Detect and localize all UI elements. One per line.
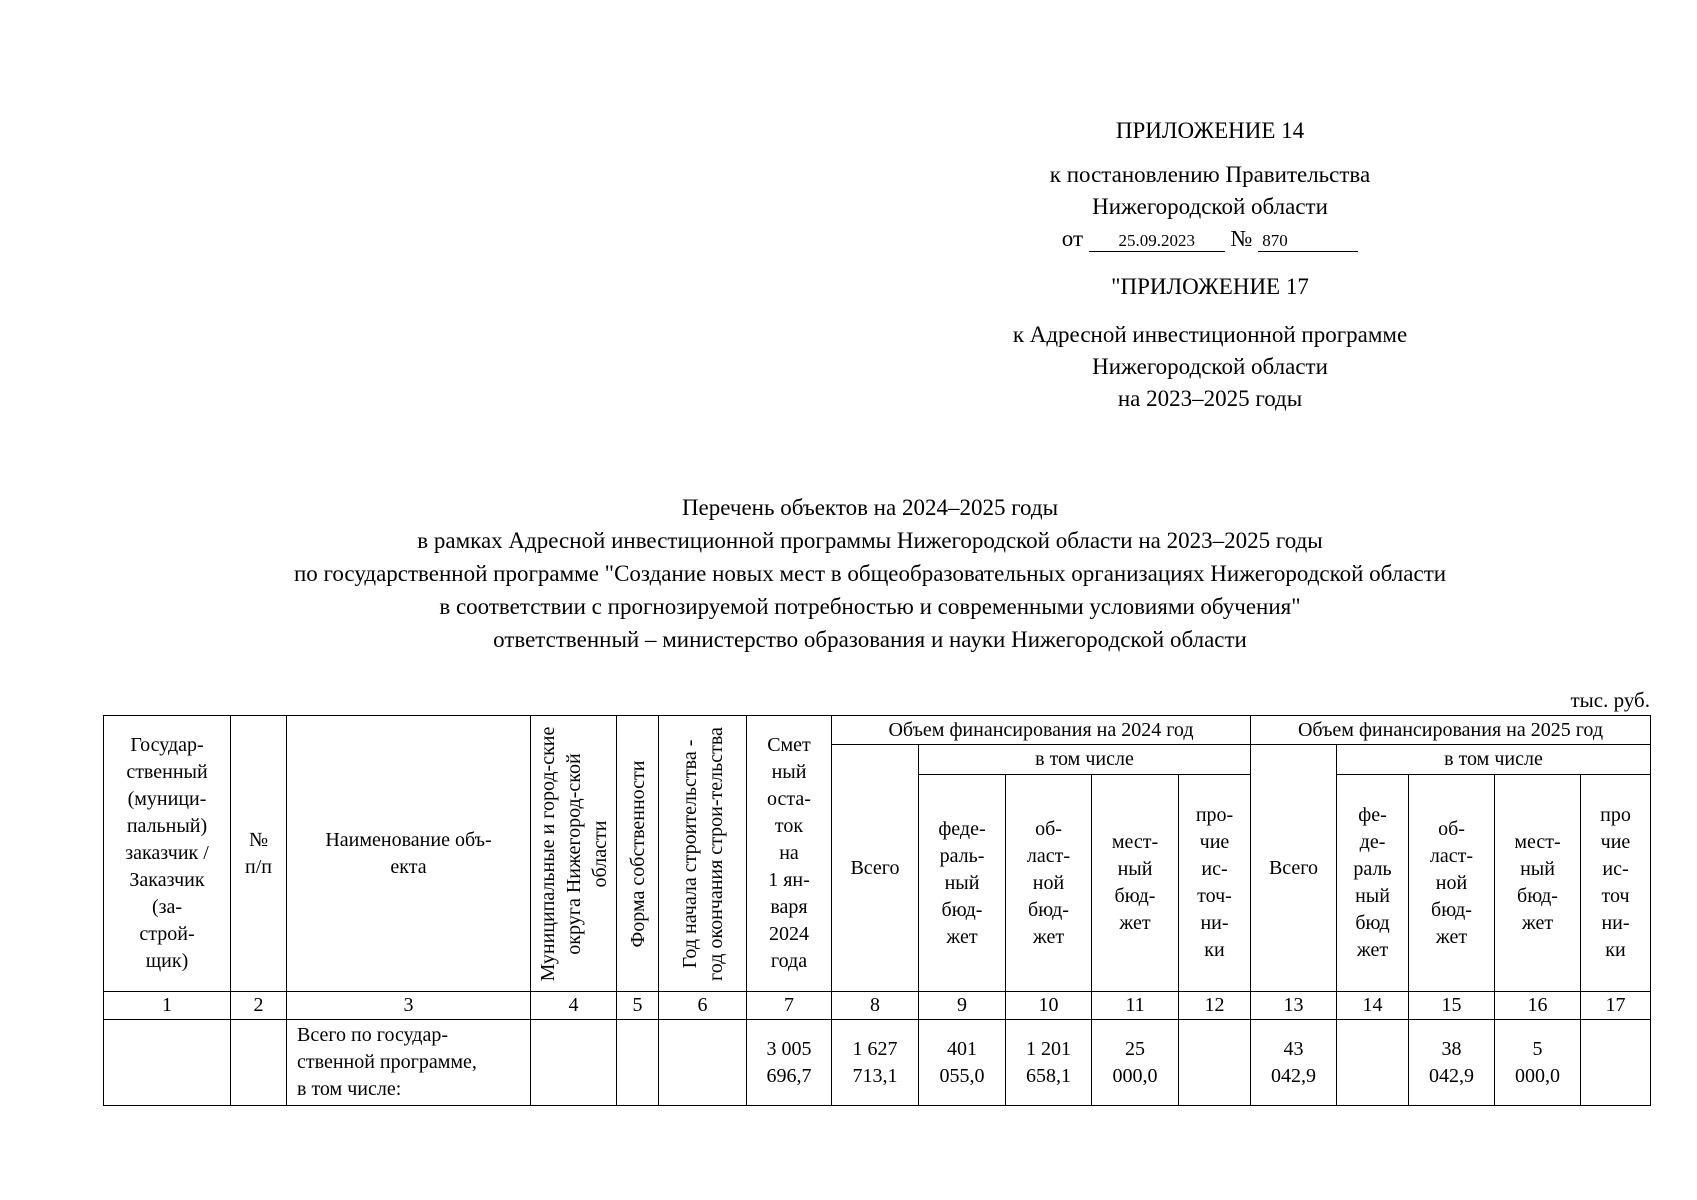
text-line: 696,7: [766, 1064, 812, 1087]
text-line: Смет: [767, 734, 811, 756]
cell-years: [659, 1020, 747, 1106]
column-number: 2: [231, 992, 287, 1020]
text-line: про: [1600, 804, 1631, 826]
column-number: 16: [1495, 992, 1581, 1020]
text-line: ласт-: [1429, 844, 1474, 867]
column-numbers-row: [104, 992, 1651, 1020]
text-line: бюд-: [941, 898, 983, 921]
column-number: 15: [1409, 992, 1495, 1020]
text-line: мест-: [1514, 831, 1561, 853]
text-line: пальный): [126, 815, 208, 837]
text-line: 042,9: [1271, 1064, 1316, 1087]
text-line: 401: [947, 1037, 977, 1060]
header-customer-text: [104, 732, 230, 975]
text-line: фе-: [1358, 804, 1387, 826]
header-local-2024: [1092, 775, 1179, 992]
column-number: 10: [1006, 992, 1092, 1020]
text-line: екта: [390, 855, 427, 878]
cell-program-total-label: [287, 1020, 531, 1106]
text-line: 2024: [769, 923, 809, 945]
header-ownership: Форма собственности: [617, 716, 659, 992]
text-line: п/п: [245, 855, 272, 878]
heading-line4: в соответствии с прогнозируемой потребностью и современными условиями обучения": [439, 594, 1301, 619]
cell-total-2024: [832, 1020, 919, 1106]
header-total-2024: Всего: [832, 745, 919, 992]
text-line: №: [248, 828, 269, 851]
cell-total-2025: [1251, 1020, 1337, 1106]
text-line: об-: [1035, 817, 1062, 840]
column-number: 7: [747, 992, 832, 1020]
text-line: 3 005: [766, 1037, 812, 1060]
text-line: ственной программе,: [297, 1051, 477, 1073]
column-number: 13: [1251, 992, 1337, 1020]
text-line: в том числе:: [297, 1078, 402, 1100]
text-line: бюд-: [1028, 898, 1069, 921]
text-line: бюд-: [1431, 898, 1472, 921]
header-total-2025: Всего: [1251, 745, 1337, 992]
text-line: на: [779, 842, 799, 864]
text-line: 000,0: [1112, 1064, 1158, 1087]
cell-municipality: [531, 1020, 617, 1106]
inner-appendix-title: "ПРИЛОЖЕНИЕ 17: [1111, 274, 1309, 299]
header-number: [231, 716, 287, 992]
header-regional-2025: [1409, 775, 1495, 992]
text-line: Государ-: [130, 734, 204, 756]
text-line: строй-: [139, 923, 195, 945]
appendix-block: [960, 115, 1460, 415]
text-line: оста-: [767, 788, 811, 810]
text-line: 1 627: [852, 1037, 898, 1060]
header-construction-years: Год начала строительства - год окончания строи-тельства: [659, 716, 747, 992]
text-line: феде-: [938, 817, 986, 840]
text-line: щик): [145, 950, 189, 972]
text-line: (за-: [151, 896, 183, 918]
column-number: 11: [1092, 992, 1179, 1020]
text-line: заказчик /: [125, 842, 209, 864]
inner-appendix-line2: Нижегородской области: [1092, 354, 1328, 379]
column-number: 9: [919, 992, 1006, 1020]
text-line: жет: [1521, 912, 1554, 934]
number-label: №: [1230, 226, 1253, 251]
text-line: варя: [770, 896, 808, 918]
text-line: 713,1: [852, 1064, 898, 1087]
header-financing-2024: Объем финансирования на 2024 год: [832, 716, 1251, 745]
document-heading: [100, 491, 1640, 656]
column-number: 4: [531, 992, 617, 1020]
inner-appendix-line1: к Адресной инвестиционной программе: [1012, 322, 1408, 347]
cell-other-2024: [1179, 1020, 1251, 1106]
header-other-2025: [1581, 775, 1651, 992]
header-federal-2024: [919, 775, 1006, 992]
cell-estimated-balance: [747, 1020, 832, 1106]
text-line: жет: [1356, 939, 1389, 961]
header-object-name: [287, 716, 531, 992]
from-label: от: [1061, 226, 1084, 251]
text-line: про-: [1195, 804, 1234, 826]
text-line: ис-: [1201, 858, 1228, 880]
heading-line1: Перечень объектов на 2024–2025 годы: [681, 495, 1059, 520]
text-line: ной: [1435, 871, 1468, 894]
cell-federal-2024: [919, 1020, 1006, 1106]
header-municipality: Муниципальные и город-ские округа Нижегород-ской области: [531, 716, 617, 992]
text-line: ток: [774, 815, 804, 837]
text-line: жет: [1032, 925, 1065, 948]
decree-number: 870: [1258, 231, 1358, 252]
text-line: де-: [1359, 831, 1386, 853]
table-row: [104, 1020, 1651, 1106]
cell-customer: [104, 1020, 231, 1106]
text-line: чие: [1199, 831, 1230, 853]
text-line: 43: [1283, 1037, 1304, 1060]
text-line: ни-: [1601, 912, 1630, 934]
text-line: раль-: [939, 844, 985, 867]
text-line: ласт-: [1026, 844, 1071, 867]
text-line: ни-: [1200, 912, 1229, 934]
text-line: 5: [1532, 1037, 1543, 1060]
text-line: ный: [1520, 858, 1555, 880]
cell-federal-2025: [1337, 1020, 1409, 1106]
text-line: Заказчик: [129, 869, 205, 891]
column-number: 1: [104, 992, 231, 1020]
appendix-title: ПРИЛОЖЕНИЕ 14: [1115, 118, 1305, 143]
column-number: 17: [1581, 992, 1651, 1020]
text-line: жет: [1119, 912, 1151, 934]
text-line: жет: [946, 925, 978, 948]
header-customer: [104, 716, 231, 992]
text-line: бюд-: [1114, 885, 1156, 907]
cell-ownership: [617, 1020, 659, 1106]
cell-regional-2025: [1409, 1020, 1495, 1106]
header-local-2025: [1495, 775, 1581, 992]
text-line: ный: [771, 761, 807, 783]
text-line: 38: [1441, 1037, 1462, 1060]
header-other-2024: [1179, 775, 1251, 992]
header-including-2024: в том числе: [919, 745, 1251, 775]
header-estimated-balance: [747, 716, 832, 992]
text-line: бюд: [1355, 912, 1390, 934]
cell-local-2025: [1495, 1020, 1581, 1106]
column-number: 3: [287, 992, 531, 1020]
cell-number: [231, 1020, 287, 1106]
text-line: ки: [1605, 939, 1626, 961]
column-number: 12: [1179, 992, 1251, 1020]
text-line: ис-: [1602, 858, 1629, 880]
appendix-to-line1: к постановлению Правительства: [1049, 162, 1371, 187]
appendix-to-line2: Нижегородской области: [1092, 194, 1328, 219]
objects-table: [103, 715, 1651, 1106]
header-including-2025: в том числе: [1337, 745, 1651, 775]
text-line: ный: [1117, 858, 1153, 880]
text-line: 25: [1125, 1037, 1145, 1060]
inner-appendix-line3: на 2023–2025 годы: [1117, 386, 1303, 411]
decree-date: 25.09.2023: [1089, 231, 1225, 252]
text-line: раль: [1353, 858, 1392, 880]
text-line: 042,9: [1429, 1064, 1474, 1087]
text-line: об-: [1438, 817, 1465, 840]
text-line: (муници-: [127, 788, 207, 810]
text-line: ки: [1204, 939, 1225, 961]
column-number: 14: [1337, 992, 1409, 1020]
column-number: 8: [832, 992, 919, 1020]
header-financing-2025: Объем финансирования на 2025 год: [1251, 716, 1651, 745]
text-line: ный: [944, 871, 980, 894]
heading-line5: ответственный – министерство образования и науки Нижегородской области: [493, 627, 1247, 652]
text-line: точ: [1601, 885, 1630, 907]
text-line: мест-: [1111, 831, 1159, 853]
appendix-date-line: [960, 223, 1460, 255]
header-federal-2025: [1337, 775, 1409, 992]
text-line: 1 201: [1026, 1037, 1071, 1060]
text-line: 055,0: [939, 1064, 985, 1087]
text-line: чие: [1600, 831, 1631, 853]
column-number: 6: [659, 992, 747, 1020]
text-line: Наименование объ-: [325, 828, 492, 851]
heading-line2: в рамках Адресной инвестиционной программы Нижегородской области на 2023–2025 годы: [417, 528, 1323, 553]
cell-regional-2024: [1006, 1020, 1092, 1106]
text-line: ный: [1355, 885, 1390, 907]
units-label: тыс. руб.: [1570, 688, 1650, 712]
header-regional-2024: [1006, 775, 1092, 992]
column-number: 5: [617, 992, 659, 1020]
text-line: Всего по государ-: [297, 1024, 449, 1046]
text-line: жет: [1435, 925, 1468, 948]
heading-line3: по государственной программе "Создание новых мест в общеобразовательных организациях Нижегородской области: [293, 561, 1447, 586]
text-line: ственный: [126, 761, 208, 783]
cell-local-2024: [1092, 1020, 1179, 1106]
text-line: 658,1: [1026, 1064, 1071, 1087]
text-line: бюд-: [1517, 885, 1558, 907]
text-line: 1 ян-: [768, 869, 810, 891]
text-line: 000,0: [1515, 1064, 1560, 1087]
text-line: точ-: [1197, 885, 1232, 907]
text-line: ной: [1032, 871, 1065, 894]
text-line: года: [770, 950, 808, 972]
cell-other-2025: [1581, 1020, 1651, 1106]
